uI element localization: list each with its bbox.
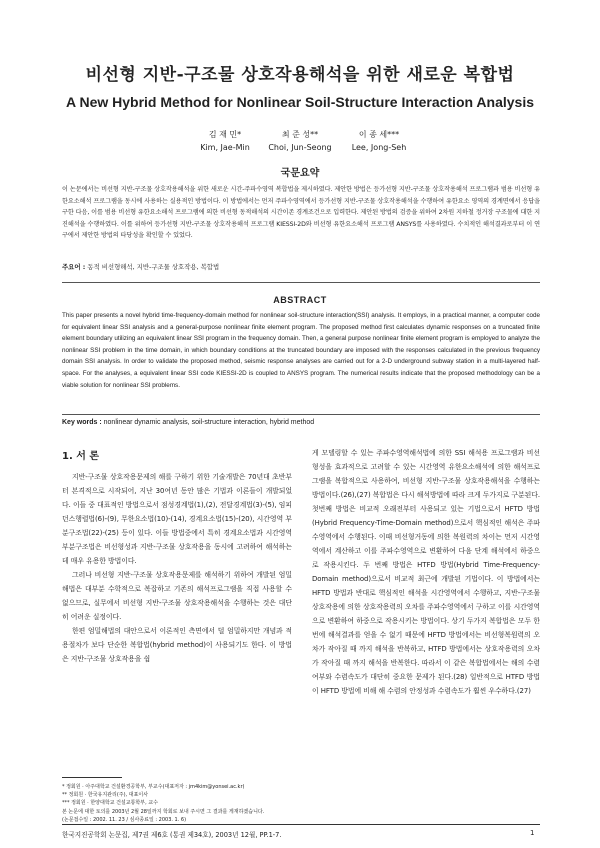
section-heading-introduction: 1. 서 론 [62, 451, 100, 462]
author-3-en: Lee, Jong-Seh [351, 143, 407, 152]
body-paragraph: 그러나 비선형 지반-구조물 상호작용문제를 해석하기 위하여 개발된 엄밀해법은 대부분 수학적으로 복잡하고 기존의 해석프로그램을 직접 사용할 수 없으므로, 실무에서 비선형 지반-구조물 상호작용해석을 수행하는 것은 대단히 어려운 실정이다. [62, 571, 292, 621]
english-keywords [62, 419, 314, 426]
footer-divider [62, 824, 540, 825]
body-paragraph: 한편 엄밀해법의 대안으로서 이론적인 측면에서 덜 엄밀하지만 개념과 적용절차가 보다 단순한 복합법(hybrid method)이 사용되기도 한다. 이 방법은 지반-구조물 상호작용을 쉽 [62, 627, 292, 663]
author-3 [304, 128, 454, 154]
footnote-dates: (논문접수일 : 2002. 11. 23 / 심사종료일 : 2003. 1. 6) [62, 816, 187, 823]
body-column-right [312, 446, 540, 698]
korean-keywords [62, 262, 219, 271]
english-keywords-label: Key words : [62, 419, 102, 426]
english-abstract-heading: ABSTRACT [273, 295, 327, 305]
divider-bottom [62, 414, 540, 415]
author-2-ko: 최 준 성** [281, 130, 319, 139]
body-column-left [62, 470, 292, 666]
paper-title-korean: 비선형 지반-구조물 상호작용해석을 위한 새로운 복합법 [85, 65, 515, 85]
author-3-ko: 이 종 세*** [358, 130, 400, 139]
footnote-2: ** 정회원 · 한국유지관리(주), 대표이사 [62, 792, 149, 799]
footnote-divider [62, 777, 122, 778]
english-keywords-value: nonlinear dynamic analysis, soil-structure interaction, hybrid method [103, 419, 315, 426]
author-1-en: Kim, Jae-Min [200, 143, 250, 152]
divider-top [62, 282, 540, 283]
footnotes [62, 783, 298, 824]
korean-keywords-value: 동적 비선형해석, 지반-구조물 상호작용, 복합법 [87, 263, 220, 271]
journal-citation: 한국지진공학회 논문집, 제7권 제6호 (통권 제34호), 2003년 12월, PP.1-7. [62, 831, 282, 839]
body-paragraph: 지반-구조물 상호작용문제의 해를 구하기 위한 기술개발은 70년대 초반부터 본격적으로 시작되어, 지난 30여년 동안 많은 기법과 이론들이 개발되었다. 이들 중 대표적인 방법으로서 점성경계법(1),(2), 전달경계법(3)-(5), 임피던스행렬법(6)-(9), 무한요소법(10)-(14), 경계요소법(15)-(20), 시간영역 부분구조법(22)-(25) 등이 있다. 이들 방법중에서 특히 경계요소법과 시간영역 부분구조법은 비선형성과 지반-구조물 상호작용을 동시에 고려하여 해석하는데 매우 유용한 방법이다. [62, 473, 292, 565]
page-number: 1 [530, 829, 535, 837]
body-paragraph: 게 모델링할 수 있는 주파수영역해석법에 의한 SSI 해석용 프로그램과 비선형성을 효과적으로 고려할 수 있는 시간영역 유한요소해석에 의한 해석프로그램을 복합적으로 사용하여, 비선형 지반-구조물 상호작용해석을 수행하는 방법이다.(26),(27) 복합법은 다시 해석방법에 따라 크게 두가지로 구분된다. 첫번째 방법은 비교적 오래전부터 사용되고 있는 기법으로서 HFTD 방법(Hybrid Frequency-Time-Domain method)으로서 핵심적인 해석은 주파수영역에서 수행된다. 이때 비선형거동에 의한 복원력의 차이는 먼저 시간영역에서 계산하고 이를 주파수영역으로 변환하여 다음 단계 해석에서 하중으로 작용시킨다. 두 번째 방법은 HTFD 방법(Hybrid Time-Frequency-Domain method)으로서 비교적 최근에 개발된 기법이다. 이 방법에서는 HFTD 방법과 반대로 핵심적인 해석을 시간영역에서 수행하고, 지반-구조물 상호작용에 의한 상호작용력의 오차를 주파수영역에서 구하고 이를 시간영역으로 변환하여 하중으로 작용시키는 방법이다. 상기 두가지 복합법은 모두 한번에 해석결과를 얻을 수 없기 때문에 HFTD 방법에서는 비선형복원력의 오차가 작아질 때 까지 해석을 반복하고, HTFD 방법에서는 상호작용력의 오차가 작아질 때 까지 해석을 반복한다. 따라서 이 같은 복합법에서는 해의 수렴여부와 수렴속도가 대단히 중요한 문제가 된다.(28) 일반적으로 HTFD 방법이 HFTD 방법에 비해 해 수렴의 안정성과 수렴속도가 훨씬 우수하다.(27) [312, 449, 540, 695]
author-1-ko: 김 재 민* [208, 130, 242, 139]
footnote-3: *** 정회원 · 한양대학교 건설교통학부, 교수 [62, 800, 158, 807]
korean-abstract-heading: 국문요약 [280, 168, 320, 179]
author-2-en: Choi, Jun-Seong [268, 143, 332, 152]
footnote-1: * 정회원 · 아주대학교 건설환경공학부, 부교수(대표저자 : jm4kim@yonsei.ac.kr) [62, 784, 245, 790]
korean-keywords-label: 주요어 : [62, 263, 86, 271]
paper-title-english: A New Hybrid Method for Nonlinear Soil-Structure Interaction Analysis [65, 94, 535, 110]
korean-abstract-text: 이 논문에서는 비선형 지반-구조물 상호작용해석을 위한 새로운 시간-주파수영역 복합법을 제시하였다. 제안한 방법은 등가선형 지반-구조물 상호작용해석 프로그램과 범용 비선형 유한요소해석 프로그램을 동시에 사용하는 실용적인 방법이다. 이 방법에서는 먼저 주파수영역에서 등가선형 지반-구조물 상호작용해석을 수행하여 유한요소 영역의 경계면에서 응답을 구한 다음, 이를 범용 비선형 유한요소해석 프로그램에 의한 비선형 동적해석의 시간이존 경계조건으로 입력한다. 제안된 방법의 검증을 위하여 2차원 지하철 정거장 구조물에 대한 지진해석을 수행하였다. 이를 위하여 등가선형 지반-구조물 상호작용해석 프로그램 KIESSI-2D와 비선형 유한요소해석 프로그램 ANSYS를 사용하였다. 수치적인 해석결과로부터 이 연구에서 제안한 방법의 타당성을 확인할 수 있었다. [62, 186, 540, 240]
footnote-discussion: 본 논문에 대한 토의를 2003년 2월 28일까지 학회로 보내 주시면 그 결과를 게재하겠습니다. [62, 808, 265, 815]
english-abstract-text: This paper presents a novel hybrid time-frequency-domain method for nonlinear soil-structure interaction(SSI) analysis. It employs, in a practical manner, a computer code for equivalent linear SSI analysis and a general-purpose nonlinear finite element program. The proposed method first calculates dynamic responses on a truncated finite element boundary utilizing an equivalent linear SSI program in the frequency domain. Then, a general purpose nonlinear finite element program is employed to analyze the nonlinear SSI problem in the time domain, in which boundary conditions at the truncated boundary are imposed with the responses calculated in the previous frequency domain SSI analysis. In order to validate the proposed method, seismic response analyses are carried out for a 2-D underground subway station in a multi-layered half-space. For the analyses, a equivalent linear SSI code KIESSI-2D is coupled to ANSYS program. The numerical results indicate that the proposed methodology can be a viable solution for nonlinear SSI problems. [62, 312, 540, 389]
